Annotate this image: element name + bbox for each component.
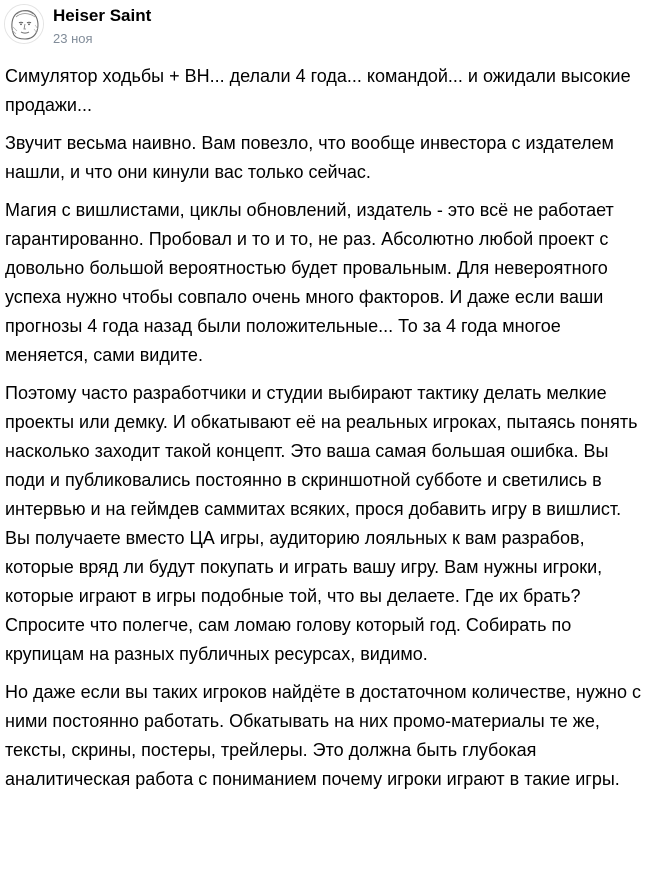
comment-paragraph: Звучит весьма наивно. Вам повезло, что вообще инвестора с издателем нашли, и что они кинули вас только сейчас. [5,133,614,182]
comment-date[interactable]: 23 ноя [53,31,93,46]
comment-paragraph: Симулятор ходьбы + ВН... делали 4 года... командой... и ожидали высокие продажи... [5,66,631,115]
comment-paragraph: Магия с вишлистами, циклы обновлений, издатель - это всё не работает гарантированно. Пробовал и то и то, не раз. Абсолютно любой проект с довольно большой вероятностью будет провальным. Для невероятного успеха нужно чтобы совпало очень много факторов. И даже если ваши прогнозы 4 года назад были положительные... То за 4 года многое меняется, сами видите. [5,200,614,365]
sketch-face-avatar-icon [5,5,43,43]
avatar[interactable] [4,4,44,44]
author-name[interactable]: Heiser Saint [53,6,152,25]
comment-header [0,0,653,60]
comment-paragraph: Поэтому часто разработчики и студии выбирают тактику делать мелкие проекты или демку. И обкатывают её на реальных игроках, пытаясь понять насколько заходит такой концепт. Это ваша самая большая ошибка. Вы поди и публиковались постоянно в скриншотной субботе и светились в интервью и на геймдев саммитах всяких, прося добавить игру в вишлист. Вы получаете вместо ЦА игры, аудиторию лояльных к вам разрабов, которые вряд ли будут покупать и играть вашу игру. Вам нужны игроки, которые играют в игры подобные той, что вы делаете. Где их брать? Спросите что полегче, сам ломаю голову который год. Собирать по крупицам на разных публичных ресурсах, видимо. [5,383,638,664]
comment-paragraph: Но даже если вы таких игроков найдёте в достаточном количестве, нужно с ними постоянно работать. Обкатывать на них промо-материалы те же, тексты, скрины, постеры, трейлеры. Это должна быть глубокая аналитическая работа с пониманием почему игроки играют в такие игры. [5,682,641,789]
comment-body [5,62,648,803]
